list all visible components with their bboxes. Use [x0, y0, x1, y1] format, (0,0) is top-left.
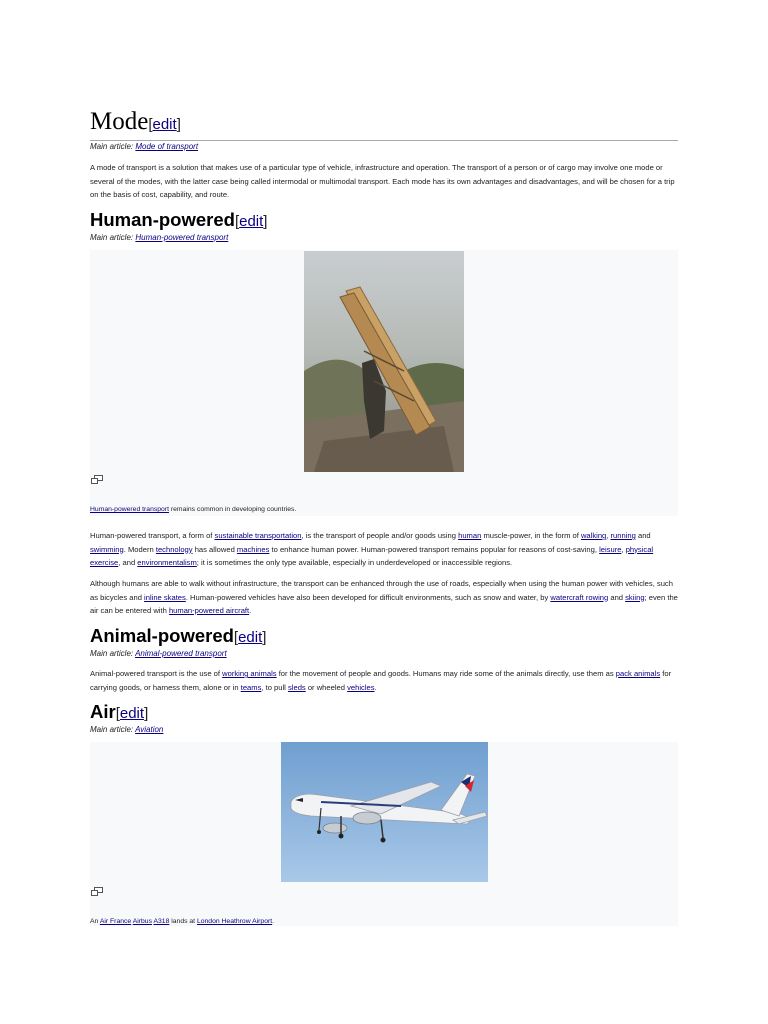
inline-text: lands at: [169, 918, 197, 925]
heading-text: Mode: [90, 108, 149, 135]
inline-link-running[interactable]: running: [610, 531, 636, 540]
inline-link-swimming[interactable]: swimming: [90, 544, 124, 554]
inline-text: .: [374, 682, 377, 692]
inline-link-air-france[interactable]: Air France: [99, 918, 132, 925]
magnify-icon[interactable]: [91, 475, 103, 484]
hatnote-prefix: Main article:: [90, 725, 136, 734]
section-heading-mode: [90, 108, 678, 141]
inline-link-london-heathrow-airport[interactable]: London Heathrow Airport: [196, 918, 273, 925]
inline-text: ,: [606, 531, 611, 540]
figure-caption-human-powered: [90, 505, 296, 514]
edit-section-air[interactable]: [edit]: [115, 705, 149, 722]
inline-text: for carrying goods, or harness them, alone or in: [90, 669, 672, 692]
inline-link-watercraft-rowing[interactable]: watercraft rowing: [550, 592, 609, 602]
inline-link-inline-skates[interactable]: inline skates: [144, 592, 186, 602]
edit-link[interactable]: edit: [239, 213, 264, 230]
edit-section-animal-powered[interactable]: [edit]: [233, 629, 267, 646]
inline-text: , to pull: [261, 682, 288, 692]
inline-text: ,: [621, 544, 626, 554]
inline-link-pack-animals[interactable]: pack animals: [615, 669, 661, 678]
inline-text: .: [272, 918, 275, 925]
inline-link-technology[interactable]: technology: [155, 544, 193, 554]
paragraph-human-powered-2: [90, 577, 678, 618]
hatnote-link-human-powered-transport[interactable]: Human-powered transport: [135, 233, 229, 242]
hatnote-prefix: Main article:: [90, 142, 136, 151]
hatnote-prefix: Main article:: [90, 649, 136, 658]
photo-porter-carrying-planks[interactable]: [304, 251, 464, 472]
hatnote-human-powered: [90, 233, 228, 243]
inline-link-leisure[interactable]: leisure: [599, 544, 622, 554]
inline-text: .: [249, 606, 252, 615]
figure-air: [90, 742, 678, 926]
inline-link-teams[interactable]: teams: [240, 682, 262, 692]
inline-link-walking[interactable]: walking: [580, 531, 607, 540]
paragraph-mode: A mode of transport is a solution that makes use of a particular type of vehicle, infrastructure and operation. The transport of a person or of cargo may involve one mode or several of the modes, with the latter case being called intermodal or multimodal transport. Each mode has its own advantages and disadvantages, and will be chosen for a trip on the basis of cost, capability, and route.: [90, 163, 675, 199]
inline-text: and: [635, 531, 651, 540]
inline-text: ; even the air can be entered with: [90, 592, 678, 615]
inline-text: Animal-powered transport is the use of: [90, 669, 223, 678]
photo-air-france-airbus-a318[interactable]: [281, 742, 488, 882]
edit-link[interactable]: edit: [119, 705, 145, 722]
inline-link-airbus[interactable]: Airbus: [132, 918, 152, 925]
inline-text: An: [90, 918, 100, 925]
hatnote-link-animal-powered-transport[interactable]: Animal-powered transport: [135, 649, 227, 658]
figure-human-powered: [90, 250, 678, 516]
hatnote-animal-powered: [90, 649, 227, 659]
inline-text: , is the transport of people and/or goods using: [301, 531, 459, 540]
caption-link-human-powered-transport[interactable]: Human-powered transport: [90, 506, 169, 513]
paragraph-animal-powered: [90, 667, 678, 694]
magnify-icon[interactable]: [91, 887, 103, 896]
hatnote-link-mode-of-transport[interactable]: Mode of transport: [135, 142, 199, 151]
inline-text: muscle-power, in the form of: [481, 531, 581, 540]
inline-link-physical-exercise[interactable]: physical exercise: [90, 544, 654, 567]
inline-text: to enhance human power. Human-powered transport remains popular for reasons of cost-saving,: [269, 544, 600, 554]
edit-link[interactable]: edit: [152, 116, 177, 133]
inline-text: ; it is sometimes the only type available, especially in underdeveloped or inaccessible regions.: [196, 558, 513, 567]
inline-link-sustainable-transportation[interactable]: sustainable transportation: [214, 531, 302, 540]
inline-link-skiing[interactable]: skiing: [625, 592, 645, 602]
inline-text: . Modern: [123, 544, 156, 554]
hatnote-mode: [90, 142, 198, 152]
inline-link-a318[interactable]: A318: [153, 918, 170, 925]
inline-link-human[interactable]: human: [458, 531, 482, 540]
inline-link-machines[interactable]: machines: [236, 544, 270, 554]
hatnote-prefix: Main article:: [90, 233, 136, 242]
inline-text: Although humans are able to walk without infrastructure, the transport can be enhanced through the use of roads, especially when using the human power with vehicles, such as bicycles and: [90, 579, 673, 602]
inline-text: and: [608, 592, 626, 602]
hatnote-air: [90, 725, 163, 735]
hatnote-link-aviation[interactable]: Aviation: [135, 725, 164, 734]
section-heading-air: [90, 701, 148, 725]
heading-text: Human-powered: [90, 209, 235, 230]
caption-text: remains common in developing countries.: [168, 506, 297, 513]
heading-text: Air: [90, 701, 116, 722]
inline-text: . Human-powered vehicles have also been developed for difficult environments, such as snow and water, by: [185, 592, 551, 602]
inline-link-sleds[interactable]: sleds: [287, 682, 306, 692]
edit-link[interactable]: edit: [238, 629, 263, 646]
inline-text: or wheeled: [305, 682, 348, 692]
inline-link-human-powered-aircraft[interactable]: human-powered aircraft: [168, 606, 250, 615]
inline-text: Human-powered transport, a form of: [90, 531, 215, 540]
edit-section-mode[interactable]: [edit]: [148, 116, 181, 133]
heading-text: Animal-powered: [90, 625, 234, 646]
inline-text: , and: [118, 558, 138, 567]
inline-text: for the movement of people and goods. Humans may ride some of the animals directly, use them as: [276, 669, 616, 678]
section-heading-human-powered: [90, 209, 267, 233]
inline-link-working-animals[interactable]: working animals: [222, 669, 277, 678]
figure-caption-air: [90, 917, 274, 926]
paragraph-human-powered-1: [90, 529, 678, 570]
inline-text: has allowed: [192, 544, 237, 554]
section-heading-animal-powered: [90, 625, 266, 649]
edit-section-human-powered[interactable]: [edit]: [234, 213, 268, 230]
inline-link-environmentalism[interactable]: environmentalism: [137, 558, 197, 567]
inline-link-vehicles[interactable]: vehicles: [347, 682, 375, 692]
